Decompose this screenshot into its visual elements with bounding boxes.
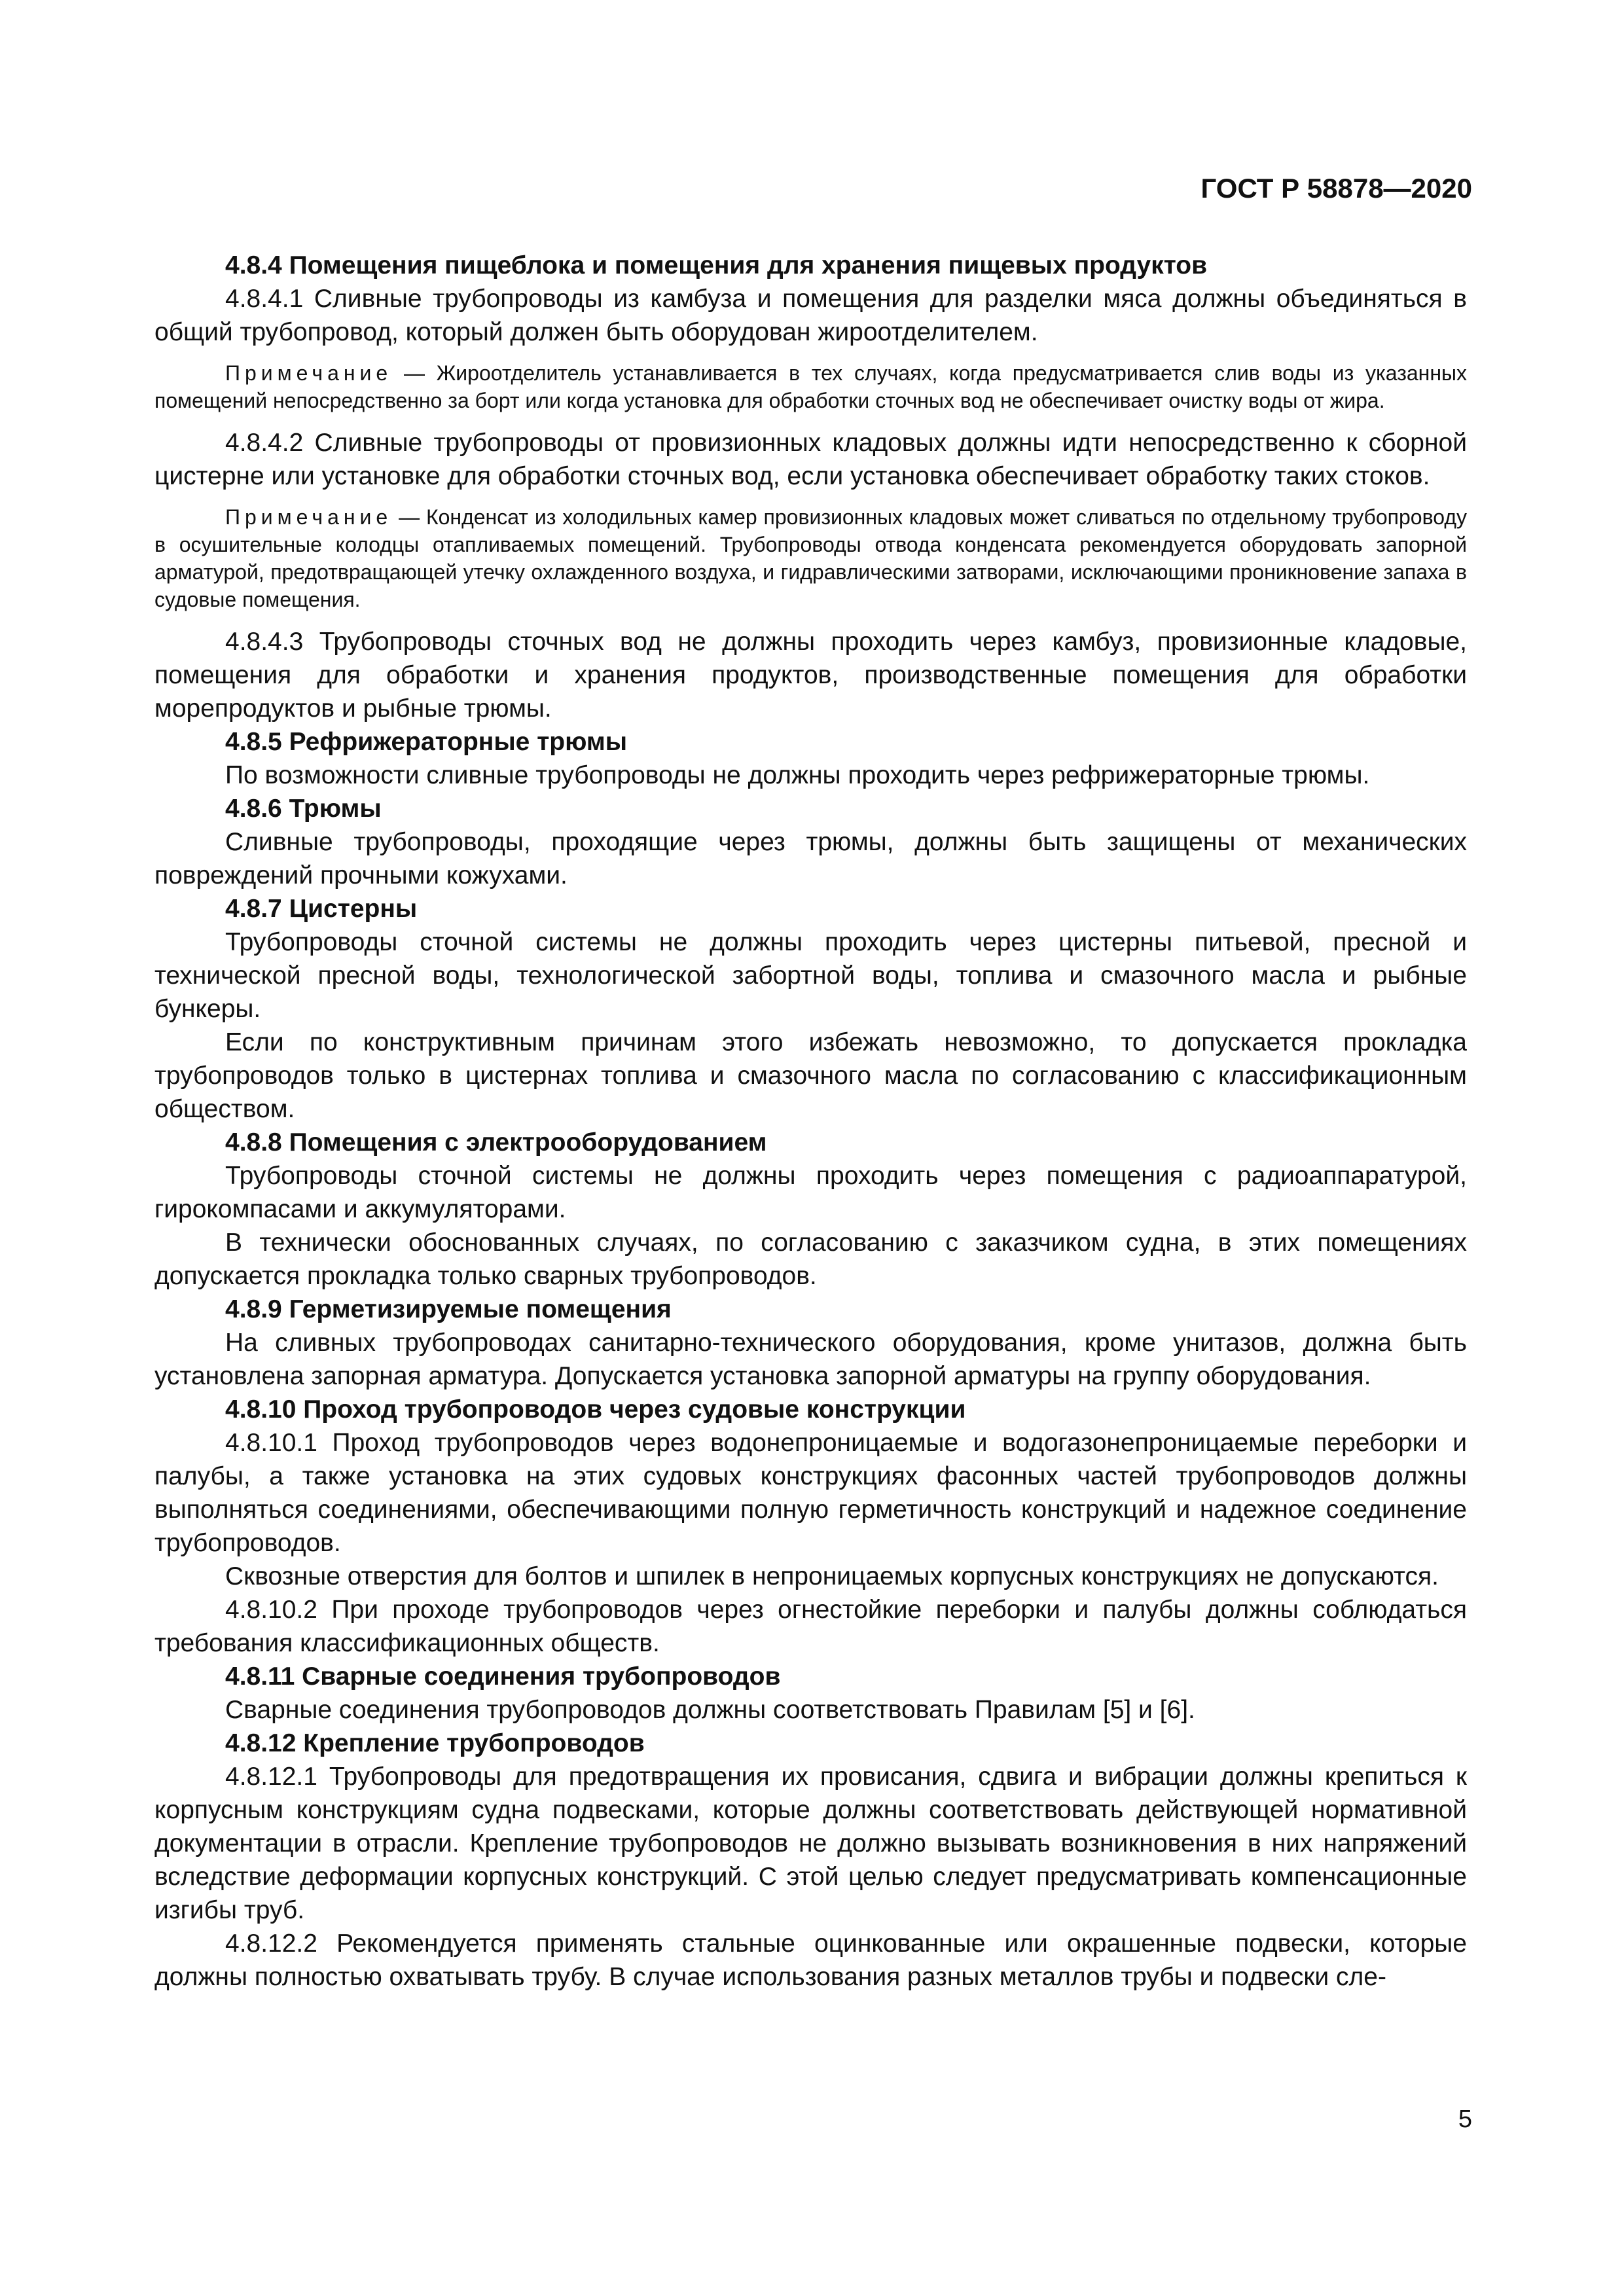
paragraph: В технически обоснованных случаях, по согласованию с заказчиком судна, в этих помещениях допускается прокладка только сварных трубопроводов. [154, 1229, 1467, 1290]
section-heading: 4.8.11 Сварные соединения трубопроводов [225, 1662, 781, 1691]
section-heading: 4.8.5 Рефрижераторные трюмы [225, 728, 628, 756]
note [154, 503, 1467, 613]
paragraph: На сливных трубопроводах санитарно-технического оборудования, кроме унитазов, должна быть установлена запорная арматура. Допускается установка запорной арматуры на группу оборудования. [154, 1329, 1467, 1390]
paragraph: 4.8.10.1 Проход трубопроводов через водонепроницаемые и водогазонепроницаемые переборки и палубы, а также установка на этих судовых конструкциях фасонных частей трубопроводов должны выполняться соединениями, обеспечивающими полную герметичность конструкций и надежное соединение трубопроводов. [154, 1429, 1467, 1557]
paragraph: 4.8.4.2 Сливные трубопроводы от провизионных кладовых должны идти непосредственно к сборной цистерне или установке для обработки сточных вод, если установка обеспечивает обработку таких стоков. [154, 429, 1467, 490]
paragraph: Сварные соединения трубопроводов должны соответствовать Правилам [5] и [6]. [225, 1696, 1195, 1724]
paragraph: 4.8.4.3 Трубопроводы сточных вод не должны проходить через камбуз, провизионные кладовые, помещения для обработки и хранения продуктов, производственные помещения для обработки морепродуктов и рыбные трюмы. [154, 628, 1467, 723]
section-heading: 4.8.4 Помещения пищеблока и помещения для хранения пищевых продуктов [225, 251, 1208, 279]
paragraph: Сквозные отверстия для болтов и шпилек в непроницаемых корпусных конструкциях не допускаются. [225, 1562, 1439, 1590]
note-text: — Конденсат из холодильных камер провизионных кладовых может сливаться по отдельному трубопроводу в осушительные колодцы отапливаемых помещений. Трубопроводы отвода конденсата рекомендуется оборудовать запорной арматурой, предотвращающей утечку охлажденного воздуха, и гидравлическими затворами, исключающими проникновение запаха в судовые помещения. [154, 505, 1467, 611]
paragraph: Трубопроводы сточной системы не должны проходить через помещения с радиоаппаратурой, гирокомпасами и аккумуляторами. [154, 1162, 1467, 1223]
section-heading: 4.8.10 Проход трубопроводов через судовые конструкции [225, 1395, 966, 1424]
note-label: Примечание [225, 361, 393, 385]
document-id-header: ГОСТ Р 58878—2020 [1200, 173, 1472, 204]
section-heading: 4.8.9 Герметизируемые помещения [225, 1295, 672, 1323]
paragraph: 4.8.12.2 Рекомендуется применять стальные оцинкованные или окрашенные подвески, которые должны полностью охватывать трубу. В случае использования разных металлов трубы и подвески сле- [154, 1929, 1467, 1991]
paragraph: По возможности сливные трубопроводы не должны проходить через рефрижераторные трюмы. [225, 761, 1370, 789]
paragraph: 4.8.4.1 Сливные трубопроводы из камбуза и помещения для разделки мяса должны объединяться в общий трубопровод, который должен быть оборудован жироотделителем. [154, 285, 1467, 346]
section-heading: 4.8.8 Помещения с электрооборудованием [225, 1128, 767, 1157]
paragraph: Если по конструктивным причинам этого избежать невозможно, то допускается прокладка трубопроводов только в цистернах топлива и смазочного масла по согласованию с классификационным обществом. [154, 1028, 1467, 1123]
note-text: — Жироотделитель устанавливается в тех случаях, когда предусматривается слив воды из указанных помещений непосредственно за борт или когда установка для обработки сточных вод не обеспечивает очистку воды от жира. [154, 361, 1467, 412]
paragraph: 4.8.10.2 При проходе трубопроводов через огнестойкие переборки и палубы должны соблюдаться требования классификационных обществ. [154, 1596, 1467, 1657]
note [154, 359, 1467, 414]
note-label: Примечание [225, 505, 393, 529]
paragraph: 4.8.12.1 Трубопроводы для предотвращения их провисания, сдвига и вибрации должны крепиться к корпусным конструкциям судна подвесками, которые должны соответствовать действующей нормативной документации в отрасли. Крепление трубопроводов не должно вызывать возникновения в них напряжений вследствие деформации корпусных конструкций. С этой целью следует предусматривать компенсационные изгибы труб. [154, 1763, 1467, 1924]
page-number: 5 [1458, 2106, 1472, 2133]
document-body [154, 249, 1467, 1994]
section-heading: 4.8.7 Цистерны [225, 895, 418, 923]
paragraph: Сливные трубопроводы, проходящие через трюмы, должны быть защищены от механических повреждений прочными кожухами. [154, 828, 1467, 889]
section-heading: 4.8.6 Трюмы [225, 795, 382, 823]
paragraph: Трубопроводы сточной системы не должны проходить через цистерны питьевой, пресной и технической пресной воды, технологической забортной воды, топлива и смазочного масла и рыбные бункеры. [154, 928, 1467, 1023]
section-heading: 4.8.12 Крепление трубопроводов [225, 1729, 645, 1757]
